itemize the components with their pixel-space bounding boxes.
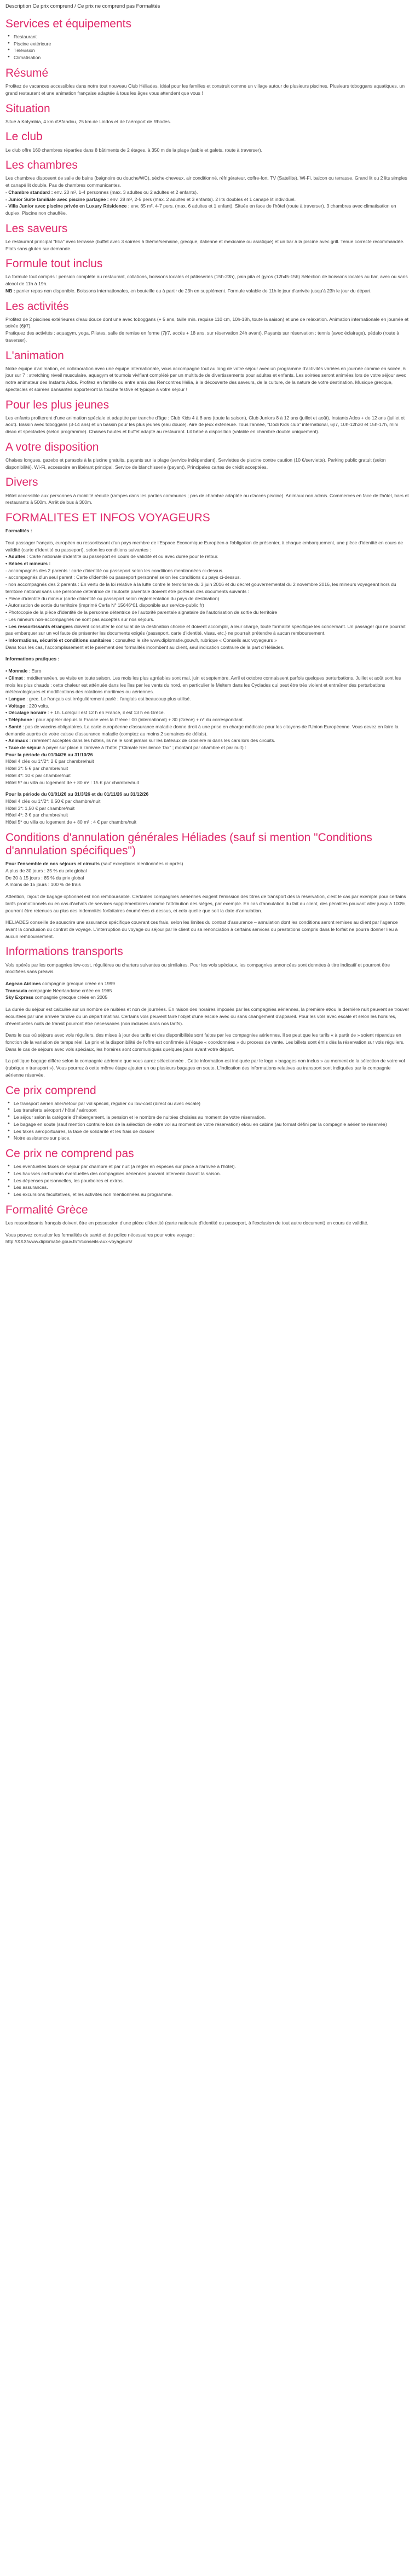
- info-taxe: [5, 744, 410, 751]
- activites-title: Les activités: [5, 300, 69, 313]
- divers-title: Divers: [5, 476, 38, 489]
- pratiques-title: Informations pratiques :: [5, 656, 60, 662]
- airline-desc: compagnie grecque créée en 2005: [33, 994, 108, 1001]
- saveurs-section: [5, 222, 410, 252]
- infos-text: : consultez le site www.diplomatie.gouv.fr, rubrique « Conseils aux voyageurs »: [111, 637, 277, 643]
- etrangers-text: doivent consulter le consulat de la destination choisie et doivent accomplir, à leur charge, toute formalité spécifique les concernant. Un passager qui ne pourrait pas embarquer sur un vol faute de présenter les documents exigés (passeport, carte d'identité, visas, etc.) ne pourrait prétendre à aucun remboursement.: [5, 623, 406, 636]
- taxe-text: à payer sur place à l'arrivée à l'hôtel ("Climate Resilience Tax" ; montant par chambre et par nuit) :: [41, 745, 246, 751]
- annulation-subtitle-label: Pour l'ensemble de nos séjours et circuits: [5, 861, 100, 867]
- annulation-text-2: HELIADES conseille de souscrire une assurance spécifique couvrant ces frais, selon les limites du contrat d'assurance – annulation dont les conditions seront remises au client par l'agence avant la conclusion du contrat de voyage. L'interruption du voyage ou séjour par le client ou sa renonciation à certains services ou prestations compris dans le forfait ne pourra donner lieu à aucun remboursement.: [5, 919, 398, 939]
- airline-name: Transavia: [5, 987, 27, 993]
- diplomatie-link[interactable]: http://XXX/www.diplomatie.gouv.fr/fr/conseils-aux-voyageurs/: [5, 1239, 132, 1245]
- services-title: Services et équipements: [5, 17, 131, 30]
- formalites-infos-2: Dans tous les cas, l'accomplissement et le paiement des formalités incombent au client, seul indication contraire de la part d'Héliades.: [5, 644, 285, 650]
- formalites-line: - accompagnés d'un seul parent : Carte d'identité ou passeport personnel selon les conditions du pays ci-dessus.: [5, 574, 241, 580]
- telephone-label: • Téléphone: [5, 717, 32, 723]
- formalites-etrangers: [5, 623, 410, 637]
- formule-note-text: panier repas non disponible. Boissons internationales, en bouteille ou à partir de 23h en supplément. Formule valable de 11h le jour d'arrivée jusqu'à 23h le jour du départ.: [15, 288, 372, 294]
- saveurs-title: Les saveurs: [5, 222, 68, 235]
- periode-1-title: Pour la période du 01/04/26 au 31/10/26: [5, 751, 93, 757]
- formule-text: La formule tout compris : pension complète au restaurant, collations, boissons locales et pâtisseries (15h-23h), pain pita et gyros (12h45-15h) Sélection de boissons locales au bar, avec ou sans alcool de 11h à 19h.: [5, 274, 408, 287]
- climat-label: • Climat: [5, 675, 23, 681]
- chambres-title: Les chambres: [5, 159, 78, 172]
- formalites-adultes: [5, 553, 410, 560]
- prix-comprend-item: ● Le bagage en soute (sauf mention contraire lors de la sélection de votre vol au moment de votre réservation) et/ou en cabine (au format défini par la compagnie aérienne réservée): [5, 1121, 410, 1128]
- prix-pas-title: Ce prix ne comprend pas: [5, 1147, 134, 1160]
- prix-comprend-list: [5, 1100, 410, 1142]
- periode-1-line: Hôtel 4 clés ou 1*/2*: 2 € par chambre/nuit: [5, 758, 94, 764]
- sante-label: • Santé: [5, 723, 21, 729]
- prix-pas-item: ● Les éventuelles taxes de séjour par chambre et par nuit (à régler en espèces sur place à l'arrivée à l'hôtel).: [5, 1163, 410, 1170]
- resume-title: Résumé: [5, 66, 49, 79]
- situation-section: [5, 102, 410, 125]
- decalage-label: • Décalage horaire: [5, 710, 47, 716]
- service-item: ● Restaurant: [5, 33, 410, 41]
- page: [0, 0, 415, 1245]
- formalite-grece-title: Formalité Grèce: [5, 1203, 88, 1216]
- activites-text-1: Profitez de 2 piscines extérieures d'eau douce dont une avec toboggans (+ 5 ans, taille min. requise 110 cm, 10h-18h, toute la saison) et une de relaxation. Animation internationale en journée et soirée (6j/7).: [5, 316, 408, 329]
- activites-section: [5, 300, 410, 344]
- chambres-text: Les chambres disposent de salle de bains (baignoire ou douche/WC), sèche-cheveux, air conditionné, réfrigérateur, coffre-fort, TV (Satellite), Wi-Fi, balcon ou terrasse. Grand lit ou 2 lits simples et canapé lit double. Pas de chambres communicantes.: [5, 175, 407, 188]
- formalite-grece-text-2: Vous pouvez consulter les formalités de santé et de police nécessaires pour votre voyage :: [5, 1232, 195, 1238]
- prix-pas-item: ● Les dépenses personnelles, les pourboires et extras.: [5, 1177, 410, 1185]
- transports-title: Informations transports: [5, 945, 123, 958]
- transports-intro: Vols opérés par les compagnies low-cost, régulières ou charters suivantes ou similaires. Pour les vols spéciaux, les compagnies annoncées sont données à titre indicatif et pourront être modifiées sans préavis.: [5, 962, 390, 975]
- prix-comprend-item: ● Le transport aérien aller/retour par vol spécial, régulier ou low-cost (direct ou avec escale): [5, 1100, 410, 1107]
- info-decalage: [5, 709, 410, 716]
- adultes-label: • Adultes: [5, 554, 26, 560]
- services-section: [5, 18, 410, 61]
- transports-text-3: La politique bagage diffère selon la compagnie aérienne que vous aurez sélectionnée . Cette information est indiquée par le logo « bagages non inclus » au moment de la sélection de votre vol (rubrique « transport »). Vous pourrez à cette même étape ajouter un ou plusieurs bagages en soute. L'indication des informations relatives au transport sont indiquées par la compagnie aérienne réservée.: [5, 1058, 405, 1078]
- prix-pas-item: ● Les assurances.: [5, 1184, 410, 1191]
- formule-section: [5, 257, 410, 294]
- annulation-text-1: Attention, l'ajout de bagage optionnel est non remboursable. Certaines compagnies aériennes exigent l'émission des titres de transport dès la réservation, c'est le cas par exemple pour certains tarifs promotionnels ou en cas d'achats de services supplémentaires comme l'attribution des sièges, par exemple. En cas d'annulation du fait du client, des pénalités pouvant aller jusqu'à 100%, pourront être retenues au plus des indemnités forfaitaires énumérées ci-dessus, et cela quelle que soit la date d'annulation.: [5, 894, 407, 913]
- animaux-text: : rarement acceptés dans les hôtels, ils ne le sont jamais sur les bateaux de croisière ni dans les cars lors des circuits.: [28, 738, 275, 744]
- prix-pas-item: ● Les excursions facultatives, et les activités non mentionnées au programme.: [5, 1191, 410, 1198]
- resume-text: Profitez de vacances accessibles dans notre tout nouveau Club Héliades, idéal pour les familles et construit comme un village autour de plusieurs piscines. Plusieurs toboggans aquatiques, un grand restaurant et une animation française adaptée à tous les âges vous attendent que vous !: [5, 83, 405, 96]
- info-voltage: [5, 703, 410, 710]
- services-list: [5, 33, 410, 61]
- formalites-subtitle: Formalités :: [5, 528, 32, 534]
- formalite-grece-section: [5, 1204, 410, 1245]
- voltage-text: : 220 volts.: [25, 703, 49, 709]
- formule-note: [5, 288, 410, 295]
- divers-section: [5, 476, 410, 506]
- telephone-text: : pour appeler depuis la France vers la Grèce : 00 (international) + 30 (Grèce) + n° du correspondant.: [32, 717, 244, 723]
- prix-pas-section: [5, 1147, 410, 1198]
- club-text: Le club offre 160 chambres réparties dans 8 bâtiments de 2 étages, à 350 m de la plage (sable et galets, route à traverser).: [5, 147, 262, 153]
- club-title: Le club: [5, 130, 43, 143]
- transports-text-1: La durée du séjour est calculée sur un nombre de nuitées et non de journées. En raison des horaires imposés par les compagnies aériennes, la première et/ou la dernière nuit peuvent se trouver écourtées par une arrivée tardive ou un départ matinal. Certains vols peuvent faire l'objet d'une escale avec ou sans changement d'appareil. Pour les vols avec escale et selon les horaires, d'éventuelles nuits de transit pourront être nécessaires (non incluses dans nos tarifs).: [5, 1007, 410, 1026]
- annulation-subtitle: [5, 860, 410, 867]
- adultes-text: : Carte nationale d'identité ou passeport en cours de validité et ou avec durée pour le retour.: [25, 554, 218, 560]
- info-sante: [5, 723, 410, 737]
- animation-title: L'animation: [5, 349, 64, 362]
- service-item: ● Piscine extérieure: [5, 41, 410, 48]
- resume-section: [5, 67, 410, 97]
- sante-text: : pas de vaccins obligatoires. La carte européenne d'assurance maladie donne droit à une prise en charge médicale pour les citoyens de l'Union Européenne. Vous devez en faire la demande auprès de votre caisse d'assurance maladie (comptez au moins 2 semaines de délais).: [5, 723, 399, 737]
- villa-junior-label: - Villa Junior avec piscine privée en Luxury Résidence: [5, 203, 127, 209]
- formalites-title: FORMALITES ET INFOS VOYAGEURS: [5, 511, 210, 525]
- chambres-section: [5, 159, 410, 216]
- airline-name: Aegean Airlines: [5, 980, 41, 986]
- info-langue: [5, 695, 410, 703]
- prix-pas-item: ● Les hausses carburants éventuelles des compagnies aériennes pouvant intervenir durant la saison.: [5, 1170, 410, 1177]
- airline-item: [5, 987, 410, 994]
- junior-suite-text: env. 28 m², 2-5 pers (max. 2 adultes et 3 enfants). 2 lits doubles et 1 canapé lit individuel.: [108, 196, 296, 202]
- kids-section: [5, 399, 410, 435]
- annulation-subtitle-rest: (sauf exceptions mentionnées ci-après): [100, 861, 183, 867]
- periode-2-line: Hôtel 4*: 3 € par chambre/nuit: [5, 812, 68, 818]
- disposition-section: [5, 441, 410, 471]
- formalites-line: • Pièce d'identité du mineur (carte d'identité ou passeport selon réglementation du pays de destination): [5, 595, 220, 601]
- saveurs-text: Le restaurant principal "Elia" avec terrasse (buffet avec 3 soirées à thème/semaine, grecque, italienne et mexicaine ou asiatique) et un bar à la piscine avec grill. Tenue correcte recommandée. Plats sans gluten sur demande.: [5, 238, 405, 251]
- airline-name: Sky Express: [5, 994, 34, 1001]
- formalites-line: • Autorisation de sortie du territoire (imprimé Cerfa N° 15646*01 disponible sur service-public.fr): [5, 602, 204, 608]
- animation-text: Notre équipe d'animation, en collaboration avec une équipe internationale, vous accompagne tout au long de votre séjour avec un programme d'activités variées en journée comme en soirée, 6 jour sur 7 : stretching réveil musculaire, aquagym et tournois vivifiant complété par un multitude de divertissements pour adultes et enfants. Les soirées seront animées lors de votre séjour avec notre animateur des Instants Ados. Profitez en famille ou entre amis des Rencontres Hélia, à la découverte des saveurs, de la culture, de la nature de votre destination. Musique grecque, spectacles et soirées dansantes apporteront la touche festive et typique à votre séjour !: [5, 365, 406, 392]
- situation-text: Situé à Kolymbia, 4 km d'Afandou, 25 km de Lindos et de l'aéroport de Rhodes.: [5, 118, 171, 124]
- chambre-standard: [5, 189, 410, 196]
- formalites-line: - Les mineurs non-accompagnés ne sont pas acceptés sur nos séjours.: [5, 616, 154, 622]
- airline-item: [5, 994, 410, 1001]
- formalite-grece-text-1: Les ressortissants français doivent être en possession d'une pièce d'identité (carte nationale d'identité ou passeport, à l'exclusion de tout autre document) en cours de validité.: [5, 1220, 368, 1226]
- info-climat: [5, 675, 410, 695]
- kids-text: Les enfants profiteront d'une animation spéciale et adaptée par tranche d'âge : Club Kids 4 à 8 ans (toute la saison), Club Juniors 8 à 12 ans (juillet et août), Instants Ados + de 12 ans (juillet et août). Bassin avec toboggans (3-14 ans) et un bassin pour les plus jeunes (eau douce). Aire de jeux extérieure. Tous l'année, "Dodi Kids club" international, 6j/7, 10h-12h30 et 15h-17h, mini disco et spectacles (selon programme). Chaises hautes et buffet adapté au restaurant. Lit bébé à disposition (valable en chambre double uniquement).: [5, 415, 405, 435]
- langue-label: • Langue: [5, 695, 25, 702]
- langue-text: : grec. Le français est irrégulièrement parlé ; l'anglais est beaucoup plus utilisé.: [25, 695, 191, 702]
- periode-2-line: Hôtel 5* ou villa ou logement de + 80 m² : 4 € par chambre/nuit: [5, 819, 137, 825]
- monnaie-text: : Euro: [27, 668, 42, 674]
- periode-2-title: Pour la période du 01/01/26 au 31/3/26 et du 01/11/26 au 31/12/26: [5, 791, 149, 797]
- villa-junior: [5, 203, 410, 216]
- disposition-title: A votre disposition: [5, 440, 99, 453]
- decalage-text: : + 1h. Lorsqu'il est 12 h en France, il est 13 h en Grèce.: [46, 710, 165, 716]
- formalites-line: • Photocopie de la pièce d'identité de la personne détentrice de l'autorité parentale signataire de l'autorisation de sortie du territoire: [5, 610, 278, 616]
- transports-section: [5, 945, 410, 1078]
- formalites-section: [5, 511, 410, 826]
- periode-2-line: Hôtel 3*: 1,50 € par chambre/nuit: [5, 805, 75, 811]
- airline-item: [5, 980, 410, 987]
- service-item: ● Climatisation: [5, 54, 410, 61]
- formule-note-label: NB :: [5, 288, 15, 294]
- airline-desc: compagnie Néerlandaise créée en 1965: [27, 987, 112, 993]
- formalites-line: - non accompagnés des 2 parents : En vertu de la loi relative à la lutte contre le terrorisme du 3 juin 2016 et du décret gouvernemental du 2 novembre 2016, les mineurs voyageant hors du territoire national sans une personne détentrice de l'autorité parentale doivent être porteurs des documents suivants :: [5, 582, 396, 594]
- prix-comprend-section: [5, 1084, 410, 1142]
- periode-2-line: Hôtel 4 clés ou 1*/2*: 0,50 € par chambre/nuit: [5, 798, 101, 804]
- climat-text: : méditerranéen, se visite en toute saison. Les mois les plus agréables sont mai, juin et septembre. Avril et octobre connaissent parfois quelques perturbations. Juillet et août sont les mois les plus chauds ; cette chaleur est atténuée dans les îles par les vents du nord, en particulier le Meltem dans les Cyclades qui peut être très violent et entraîner des perturbations météorologiques et modifications des rotations maritimes ou aériennes.: [5, 675, 401, 695]
- disposition-text: Chaises longues, gazebo et parasols à la piscine gratuits, payants sur la plage (service indépendant). Serviettes de piscine contre caution (10 €/serviette). Parking public gratuit (selon disponibilité). Wi-Fi, accessoire en libérant principal. Service de blanchisserie (payant). Principales cartes de crédit acceptées.: [5, 457, 386, 470]
- info-telephone: [5, 716, 410, 723]
- club-section: [5, 130, 410, 153]
- transports-text-2: Dans le cas où séjours avec vols réguliers, des mises à jour des tarifs et des disponibilités sont faites par les compagnies aériennes. Il se peut que les tarifs « à partir de » soient répandus en fonction de la variation de temps réel. Le prix et la disponibilité de l'offre est confirmée à l'étape « coordonnées » du process de vente. Les billets sont émis dès la réservation sur vols réguliers. Dans le cas de séjours avec vols spéciaux, les horaires sont communiqués quelques jours avant votre départ.: [5, 1032, 405, 1052]
- prix-comprend-title: Ce prix comprend: [5, 1084, 96, 1097]
- service-item: ● Télévision: [5, 47, 410, 54]
- animaux-label: • Animaux: [5, 738, 28, 744]
- info-animaux: [5, 737, 410, 744]
- formalites-intro: Tout passager français, européen ou ressortissant d'un pays membre de l'Espace Economique Européen a l'obligation de présenter, à chaque embarquement, une pièce d'identité en cours de validité (carte d'identité ou passeport), selon les conditions suivantes :: [5, 539, 404, 553]
- bebes-label: • Bébés et mineurs :: [5, 561, 51, 567]
- periode-1-line: Hôtel 5* ou villa ou logement de + 80 m² : 15 € par chambre/nuit: [5, 779, 139, 785]
- etrangers-label: • Les ressortissants étrangers: [5, 623, 73, 629]
- airline-desc: compagnie grecque créée en 1999: [41, 980, 115, 986]
- annulation-line: A plus de 30 jours : 35 % du prix global: [5, 867, 87, 873]
- prix-comprend-item: ● Le séjour selon la catégorie d'hébergement, la pension et le nombre de nuitées choisies au moment de votre réservation.: [5, 1114, 410, 1121]
- formalites-line: - accompagnés des 2 parents : carte d'identité ou passeport selon les conditions mentionnées ci-dessus.: [5, 567, 224, 573]
- annulation-title: Conditions d'annulation générales Héliades (sauf si mention "Conditions d'annulation spécifiques"): [5, 831, 372, 858]
- kids-title: Pour les plus jeunes: [5, 398, 109, 411]
- infos-label: • Informations, sécurité et conditions sanitaires: [5, 637, 112, 643]
- periode-1-line: Hôtel 4*: 10 € par chambre/nuit: [5, 772, 71, 778]
- divers-text: Hôtel accessible aux personnes à mobilité réduite (rampes dans les parties communes ; pas de chambre adaptée ou d'accès piscine). Animaux non admis. Commerces en face de l'hôtel, bars et restaurants à 500m. Arrêt de bus à 300m.: [5, 492, 409, 505]
- prix-comprend-item: ● Notre assistance sur place.: [5, 1135, 410, 1142]
- voltage-label: • Voltage: [5, 703, 25, 709]
- formalites-infos: [5, 637, 410, 644]
- formule-title: Formule tout inclus: [5, 257, 103, 271]
- junior-suite-label: - Junior Suite familiale avec piscine partagée :: [5, 196, 109, 202]
- prix-pas-list: [5, 1163, 410, 1198]
- periode-1-line: Hôtel 3*: 5 € par chambre/nuit: [5, 766, 68, 772]
- info-monnaie: [5, 668, 410, 675]
- prix-comprend-item: ● Les taxes aéroportuaires, la taxe de solidarité et les frais de dossier: [5, 1128, 410, 1135]
- annulation-line: A moins de 15 jours : 100 % de frais: [5, 882, 81, 888]
- junior-suite: [5, 196, 410, 203]
- annulation-section: [5, 831, 410, 940]
- chambre-standard-text: env. 20 m², 1-4 personnes (max. 3 adultes ou 2 adultes et 2 enfants).: [53, 189, 198, 195]
- prix-comprend-item: ● Les transferts aéroport / hôtel / aéroport: [5, 1107, 410, 1114]
- monnaie-label: • Monnaie: [5, 668, 28, 674]
- animation-section: [5, 349, 410, 393]
- taxe-label: • Taxe de séjour: [5, 745, 41, 751]
- tab-bar[interactable]: Description Ce prix comprend / Ce prix ne comprend pas Formalités: [5, 3, 160, 9]
- villa-junior-text: : env. 65 m², 4-7 pers. (max. 6 adultes et 1 enfant). Située en face de l'hôtel (route à traverser). 3 chambres avec climatisation en duplex. Piscine non chauffée.: [5, 203, 396, 216]
- annulation-line: De 30 à 15 jours : 85 % du prix global: [5, 875, 84, 881]
- chambre-standard-label: - Chambre standard :: [5, 189, 53, 195]
- activites-text-2: Pratiquez des activités : aquagym, yoga, Pilates, salle de remise en forme (7j/7, accès + 18 ans, sur réservation 24h avant). Payants sur réservation : tennis (avec éclairage), pédalo (route à traverser).: [5, 330, 400, 343]
- situation-title: Situation: [5, 102, 50, 115]
